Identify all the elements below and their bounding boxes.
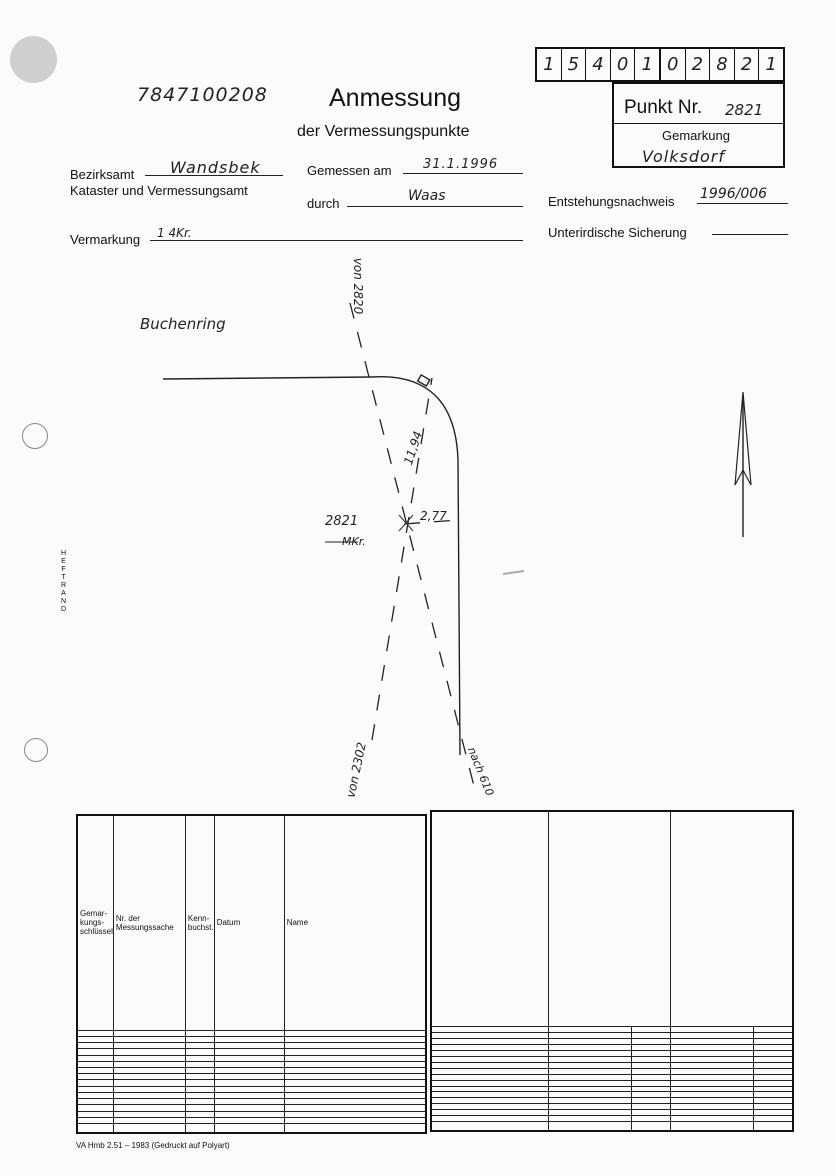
kataster-label: Kataster und Vermessungsamt: [70, 183, 248, 198]
id-digit: 4: [586, 49, 611, 80]
from-2302-label: von 2302: [343, 740, 369, 800]
vermarkung-value: 1 4Kr.: [157, 226, 192, 240]
punkt-number: 2821: [725, 101, 764, 119]
punkt-label: Punkt Nr.: [624, 97, 703, 118]
id-digit: 2: [686, 49, 711, 80]
header-cell: [548, 811, 670, 1026]
id-digit: 0: [661, 49, 686, 80]
page-title: Anmessung: [329, 84, 462, 112]
from-2820-label: von 2820: [351, 257, 366, 315]
point-number: 2821: [325, 514, 359, 529]
table-row: [77, 1124, 426, 1133]
id-digit: 1: [765, 54, 777, 75]
heftrand-label: HEFTRAND: [60, 550, 67, 613]
gemessen-value: 31.1.1996: [423, 157, 499, 172]
page-subtitle: der Vermessungspunkte: [297, 123, 470, 140]
header-datum: Datum: [214, 815, 284, 1030]
durch-label: durch: [307, 196, 340, 211]
id-digit: 1: [537, 49, 562, 80]
right-table-body: [431, 1026, 793, 1131]
header-gemarkung: Gemar-kungs-schlüssel: [77, 815, 113, 1030]
header-kennbuchst: Kenn-buchst.: [185, 815, 214, 1030]
right-record-table: [430, 810, 794, 1132]
reference-number: 7847100208: [137, 84, 268, 106]
table-header-row: [431, 811, 793, 1026]
left-table-body: [77, 1030, 426, 1133]
id-digit: 1: [635, 49, 661, 80]
left-record-table: [76, 814, 427, 1134]
footer-text: VA Hmb 2.51 – 1983 (Gedruckt auf Polyart): [76, 1141, 230, 1150]
street-edge-line: [163, 377, 372, 379]
table-row: [431, 1122, 793, 1131]
smudge: [503, 571, 524, 574]
street-edge-vertical: [458, 460, 460, 755]
id-digit: 5: [562, 49, 587, 80]
header-name: Name: [284, 815, 426, 1030]
id-digit: 0: [611, 49, 636, 80]
distance-2: 2,77: [420, 509, 447, 523]
gemarkung-value: Volksdorf: [642, 147, 725, 166]
to-610-label: nach 610: [464, 745, 497, 798]
header-cell: [670, 811, 793, 1026]
dashed-line-from-2820: [350, 303, 475, 790]
gemessen-label: Gemessen am: [307, 163, 392, 178]
unterirdisch-label: Unterirdische Sicherung: [548, 225, 687, 240]
bezirksamt-label: Bezirksamt: [70, 167, 135, 182]
gemarkung-label: Gemarkung: [662, 128, 730, 143]
entstehung-value: 1996/006: [700, 186, 768, 202]
bezirksamt-value: Wandsbek: [170, 158, 261, 177]
distance-1: 11,94: [401, 429, 426, 467]
point-mark: MKr.: [342, 535, 366, 548]
entstehung-label: Entstehungsnachweis: [548, 194, 675, 209]
vermarkung-label: Vermarkung: [70, 232, 141, 247]
header-messungssache: Nr. der Messungssache: [113, 815, 185, 1030]
header-cell: [431, 811, 548, 1026]
id-digit: 2: [735, 49, 760, 80]
street-name: Buchenring: [140, 315, 226, 333]
table-header-row: [77, 815, 426, 1030]
id-digit: 8: [710, 49, 735, 80]
durch-value: Waas: [408, 188, 446, 204]
